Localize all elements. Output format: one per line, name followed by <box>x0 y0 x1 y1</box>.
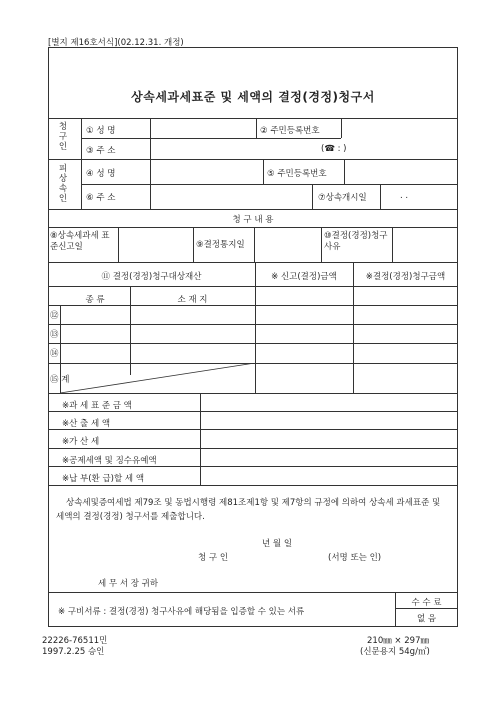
claimed-amount-header: ※결정(경정)청구금액 <box>365 272 446 282</box>
decedent-address-label: ⑥ 주 소 <box>86 193 116 203</box>
divider <box>130 286 131 375</box>
footer-paper-type: (신문용지 54g/㎡) <box>360 647 430 657</box>
claimant-address-label: ③ 주 소 <box>86 146 116 156</box>
report-date-label: ⑧상속세과세 표준신고일 <box>50 231 110 252</box>
footer-approval: 1997.2.25 승인 <box>42 647 105 657</box>
divider <box>48 393 458 394</box>
inheritance-start-label: ⑦상속개시일 <box>318 193 367 203</box>
divider <box>48 159 458 160</box>
row-marker-13: ⑬ <box>50 330 59 340</box>
target-property-header: ⑪ 결정(경정)청구대상재산 <box>101 272 202 282</box>
submission-statement: 상속세및증여세법 제79조 및 동법시행령 제81조제1항 및 제7항의 규정에 의하여 상속세 과세표준 및 세액의 결정(경정) 청구서를 제출합니다. <box>56 498 441 522</box>
total-row-label: ⑮ 계 <box>50 375 70 385</box>
summary-row-computed-tax: ※산 출 세 액 <box>62 419 111 429</box>
claimant-rrn-label: ② 주민등록번호 <box>260 126 320 136</box>
inheritance-start-value: . . <box>400 191 409 201</box>
form-number: [별지 제16호서식](02.12.31. 개정) <box>48 38 184 48</box>
divider <box>118 227 119 262</box>
divider <box>48 262 458 263</box>
divider <box>263 159 264 184</box>
divider <box>392 227 393 262</box>
divider <box>48 118 458 119</box>
divider <box>81 138 341 139</box>
date-line: 년 월 일 <box>262 539 293 549</box>
col-location-header: 소 재 지 <box>177 295 208 305</box>
divider <box>321 227 322 262</box>
total-row-diagonal <box>60 363 255 393</box>
divider <box>341 118 342 138</box>
decedent-group-label: 피상속인 <box>58 164 68 204</box>
row-marker-12: ⑫ <box>50 311 59 321</box>
summary-row-additional-tax: ※가 산 세 <box>62 437 100 447</box>
summary-row-tax-base: ※과 세 표 준 금 액 <box>62 401 132 411</box>
row-marker-14: ⑭ <box>50 349 59 359</box>
divider <box>48 466 458 467</box>
divider <box>48 411 458 412</box>
footer-paper-size: 210㎜ × 297㎜ <box>367 636 429 646</box>
divider <box>344 159 345 184</box>
divider <box>312 184 313 209</box>
divider <box>48 227 458 228</box>
footer-form-code: 22226-76511민 <box>42 636 108 646</box>
fee-value: 없 음 <box>416 614 437 624</box>
divider <box>48 324 458 325</box>
notice-date-label: ⑨결정통지일 <box>196 240 245 250</box>
divider <box>395 608 458 609</box>
page-title: 상속세과세표준 및 세액의 결정(경정)청구서 <box>131 90 375 104</box>
signer-label: 청 구 인 <box>198 553 229 563</box>
attachment-note: ※ 구비서류 : 결정(경정) 청구사유에 해당됨을 입증할 수 있는 서류 <box>58 607 305 617</box>
recipient: 세 무 서 장 귀하 <box>98 579 159 589</box>
divider <box>150 118 151 209</box>
col-type-header: 종 류 <box>85 295 105 305</box>
divider <box>254 227 255 262</box>
divider <box>48 305 458 306</box>
divider <box>380 184 381 209</box>
divider <box>81 118 82 209</box>
decedent-rrn-label: ⑤ 주민등록번호 <box>267 169 327 179</box>
claim-reason-label: ⑩결정(경정)청구사유 <box>324 231 388 252</box>
divider <box>256 118 257 138</box>
divider <box>48 448 458 449</box>
divider <box>48 592 458 593</box>
sign-note: (서명 또는 인) <box>328 553 382 563</box>
reported-amount-header: ※ 신고(결정)금액 <box>271 272 337 282</box>
claimant-group-label: 청구인 <box>58 122 68 152</box>
claimant-name-label: ① 성 명 <box>86 126 116 136</box>
claim-section-header: 청 구 내 용 <box>232 215 274 225</box>
decedent-name-label: ④ 성 명 <box>86 169 116 179</box>
divider <box>48 429 458 430</box>
divider <box>200 393 201 485</box>
summary-row-payable: ※납 부(환 급)할 세 액 <box>62 474 145 484</box>
divider <box>193 227 194 262</box>
divider <box>81 184 458 185</box>
claimant-phone-field: (☎ : ) <box>321 144 347 154</box>
divider <box>48 209 458 210</box>
divider <box>48 343 458 344</box>
divider <box>48 286 458 287</box>
summary-row-deduction: ※공제세액 및 징수유예액 <box>62 456 157 466</box>
divider <box>48 485 458 486</box>
fee-label: 수 수 료 <box>411 598 442 608</box>
